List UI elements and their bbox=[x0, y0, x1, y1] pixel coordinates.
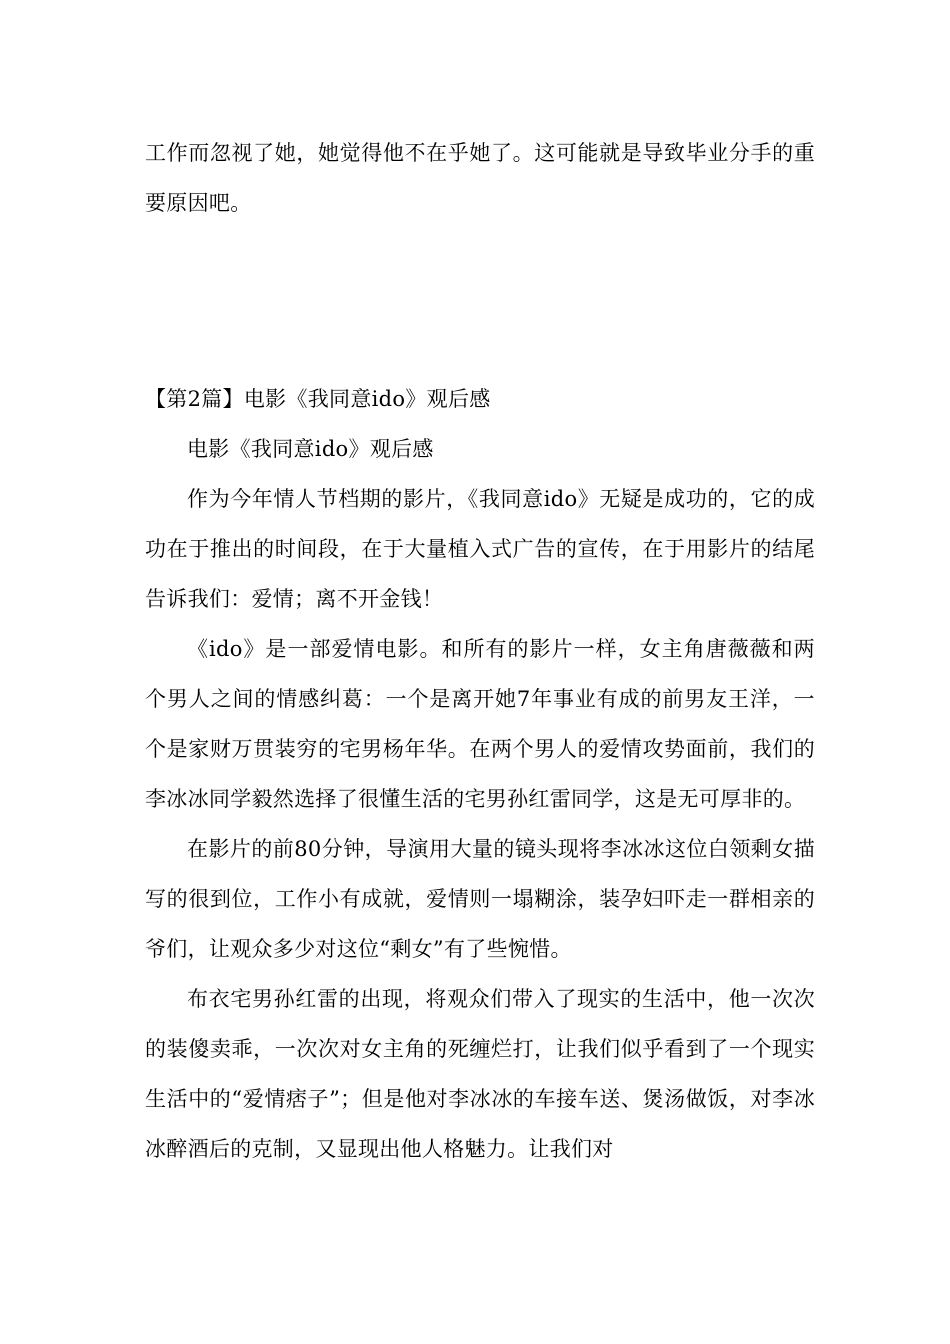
body-paragraph: 《ido》是一部爱情电影。和所有的影片一样，女主角唐薇薇和两个男人之间的情感纠葛：一个是离开她7年事业有成的前男友王洋，一个是家财万贯装穷的宅男杨年华。在两个男人的爱情攻势面前，我们的李冰冰同学毅然选择了很懂生活的宅男孙红雷同学，这是无可厚非的。 bbox=[145, 637, 815, 811]
section-subtitle: 电影《我同意ido》观后感 bbox=[187, 437, 434, 461]
body-paragraph: 在影片的前80分钟，导演用大量的镜头现将李冰冰这位白领剩女描写的很到位，工作小有成就，爱情则一塌糊涂，装孕妇吓走一群相亲的爷们，让观众多少对这位“剩女”有了些惋惜。 bbox=[145, 837, 815, 961]
body-paragraph: 作为今年情人节档期的影片，《我同意ido》无疑是成功的，它的成功在于推出的时间段，在于大量植入式广告的宣传，在于用影片的结尾告诉我们：爱情；离不开金钱！ bbox=[145, 487, 815, 611]
continuation-paragraph: 工作而忽视了她，她觉得他不在乎她了。这可能就是导致毕业分手的重要原因吧。 bbox=[145, 141, 815, 215]
article-section bbox=[145, 374, 815, 1174]
body-paragraph: 布衣宅男孙红雷的出现，将观众们带入了现实的生活中，他一次次的装傻卖乖，一次次对女主角的死缠烂打，让我们似乎看到了一个现实生活中的“爱情痞子”；但是他对李冰冰的车接车送、煲汤做饭，对李冰冰醉酒后的克制，又显现出他人格魅力。让我们对 bbox=[145, 987, 815, 1161]
section-heading: 【第2篇】电影《我同意ido》观后感 bbox=[145, 387, 491, 411]
continuation-block bbox=[145, 128, 815, 228]
